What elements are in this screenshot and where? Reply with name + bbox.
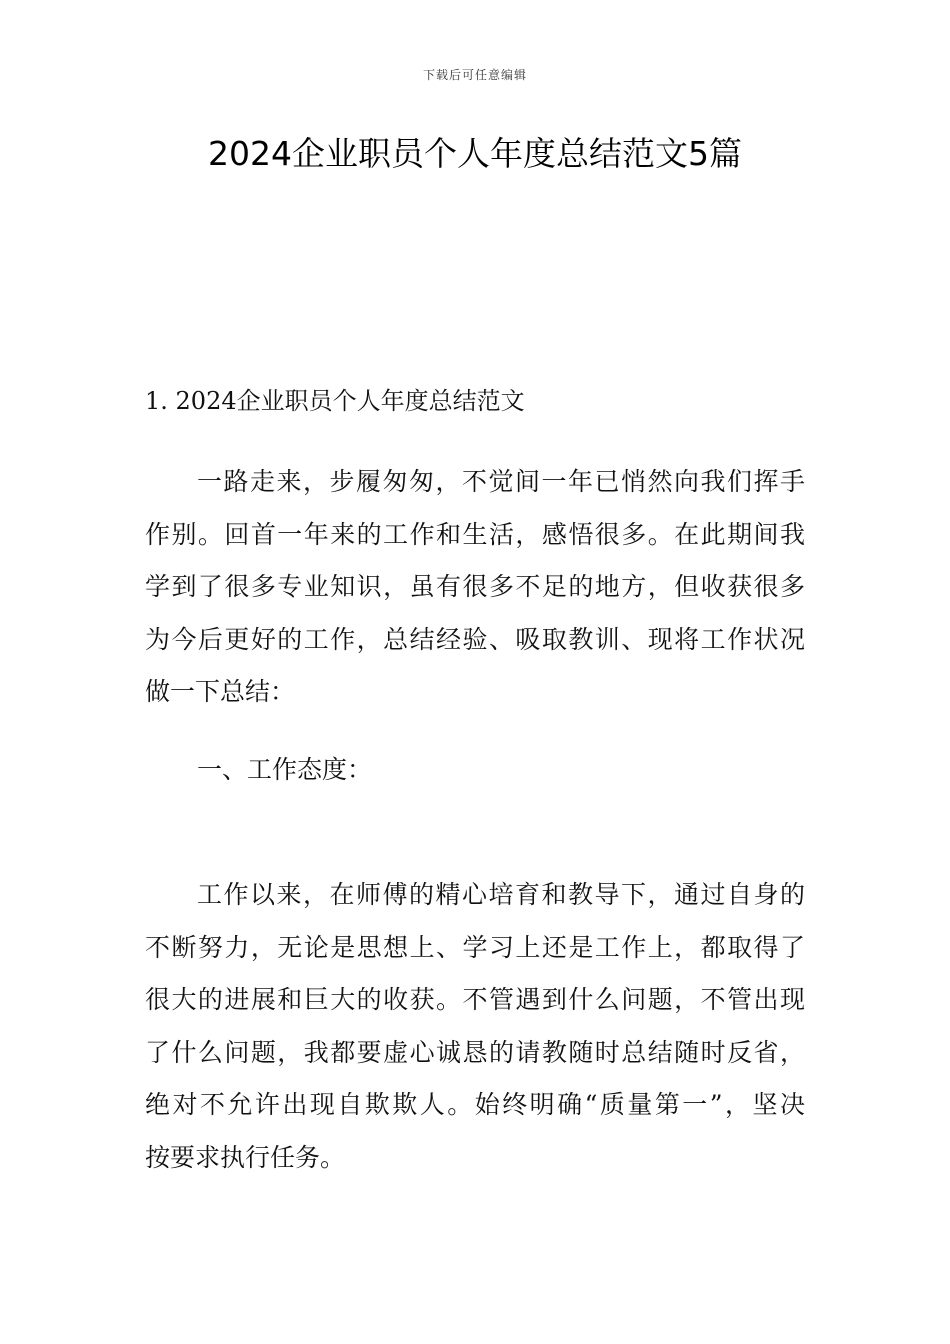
header-note: 下载后可任意编辑 — [422, 68, 527, 82]
paragraph-line: 做一下总结： — [145, 677, 296, 706]
paragraph-line: 了什么问题，我都要虚心诚恳的请教随时总结随时反省， — [145, 1037, 805, 1067]
paragraph-line: 按要求执行任务。 — [145, 1142, 346, 1172]
attitude-paragraph — [145, 869, 805, 1184]
paragraph-line: 不断努力，无论是思想上、学习上还是工作上，都取得了 — [145, 932, 805, 962]
paragraph-line: 绝对不允许出现自欺欺人。始终明确“质量第一”，坚决 — [145, 1090, 805, 1119]
paragraph-line: 工作以来，在师傅的精心培育和教导下，通过自身的 — [197, 880, 805, 909]
paragraph-line: 一路走来，步履匆匆，不觉间一年已悄然向我们挥手 — [197, 467, 805, 496]
paragraph-line: 学到了很多专业知识，虽有很多不足的地方，但收获很多 — [145, 572, 805, 601]
intro-paragraph — [145, 456, 805, 719]
paragraph-line: 作别。回首一年来的工作和生活，感悟很多。在此期间我 — [145, 519, 805, 549]
attitude-heading — [145, 744, 805, 797]
paragraph-line: 为今后更好的工作，总结经验、吸取教训、现将工作状况 — [145, 624, 805, 654]
document-title: 2024企业职员个人年度总结范文5篇 — [208, 134, 742, 173]
subheading-line: 一、工作态度： — [197, 755, 373, 784]
section-heading: 1. 2024企业职员个人年度总结范文 — [145, 387, 525, 415]
paragraph-line: 很大的进展和巨大的收获。不管遇到什么问题，不管出现 — [145, 985, 805, 1014]
